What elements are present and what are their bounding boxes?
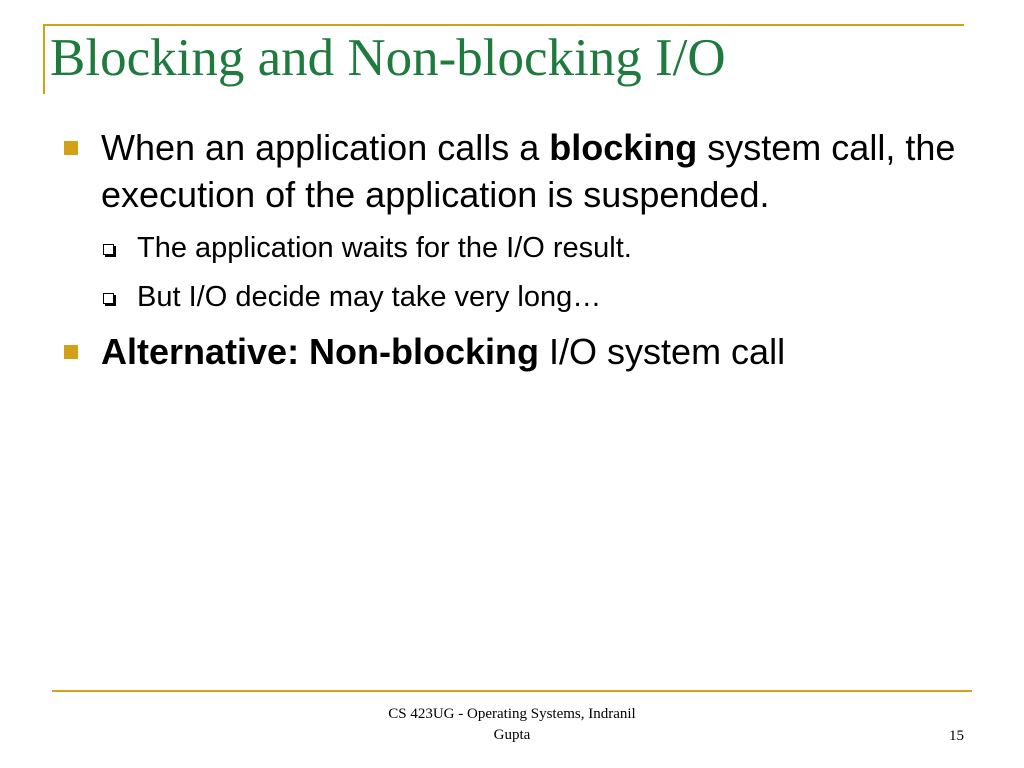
slide-title: Blocking and Non-blocking I/O: [50, 29, 726, 87]
bullet-blocking-call: [62, 124, 962, 218]
footer-line-2: Gupta: [493, 727, 531, 743]
sub-bullet-text: But I/O decide may take very long…: [137, 281, 602, 313]
bullet-bold-term: blocking: [549, 127, 698, 168]
sub-bullet-list: [62, 224, 962, 322]
sub-bullet-waits: [62, 224, 962, 273]
hollow-square-bullet-icon: [103, 244, 114, 255]
bullet-bold-term: Alternative: Non-blocking: [101, 331, 540, 372]
square-bullet-icon: [64, 345, 78, 359]
sub-bullet-text: The application waits for the I/O result.: [137, 232, 632, 264]
bullet-text-after: I/O system call: [539, 331, 786, 372]
square-bullet-icon: [64, 141, 78, 155]
bullet-alternative: [62, 328, 962, 375]
footer-rule: [52, 690, 972, 692]
page-number: 15: [949, 728, 964, 744]
footer-course-info: [352, 704, 672, 746]
bullet-text-before: When an application calls a: [101, 127, 550, 168]
footer-line-1: CS 423UG - Operating Systems, Indranil: [388, 706, 636, 722]
bullet-text-after: system call, the execution of the application is suspended.: [101, 127, 956, 215]
hollow-square-bullet-icon: [103, 293, 114, 304]
title-rule-left: [43, 24, 45, 94]
slide-content: [62, 124, 962, 375]
sub-bullet-long: [62, 273, 962, 322]
